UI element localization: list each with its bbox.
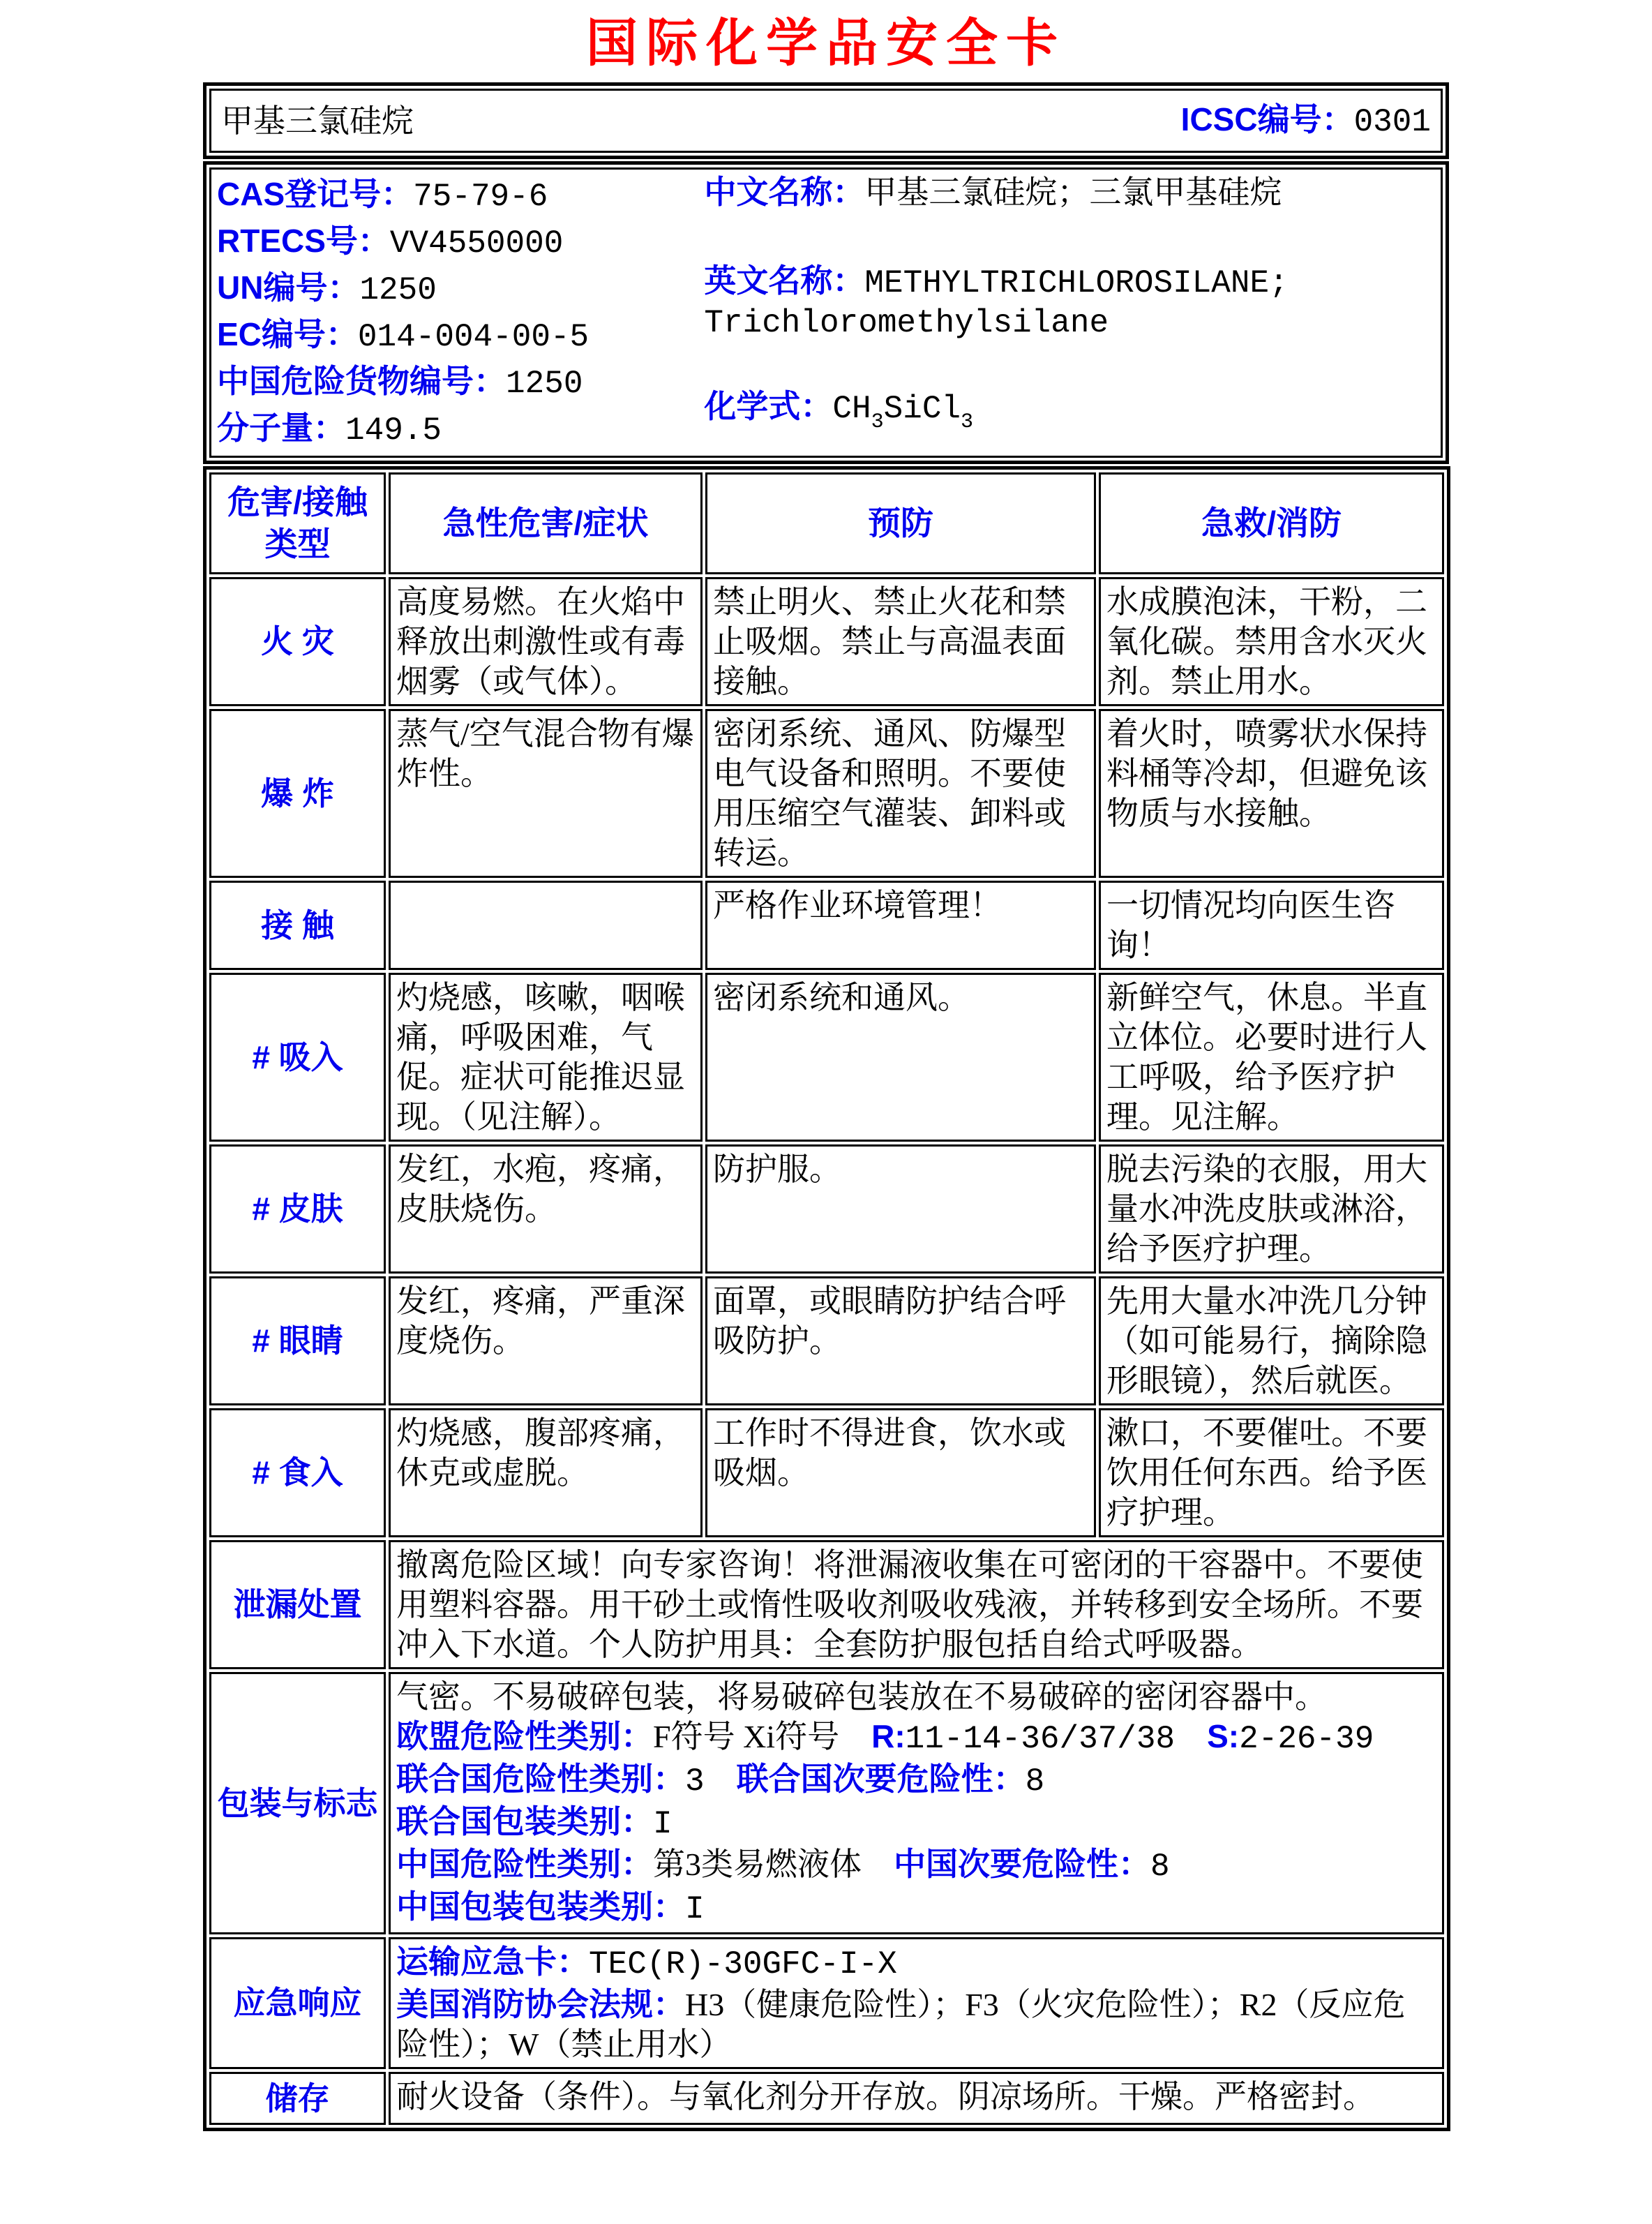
emergency-line-nfpa <box>396 1985 1436 2064</box>
cell-emergency-text <box>389 1937 1444 2069</box>
english-name-value-line1: METHYLTRICHLOROSILANE; <box>864 265 1289 301</box>
icsc-card <box>203 82 1449 2131</box>
cn-subsidiary-risk-label: 中国次要危险性： <box>894 1846 1150 1882</box>
identification-cell <box>209 167 1443 458</box>
name-cell <box>209 89 1443 153</box>
header-first-aid-label: 急救/消防 <box>1201 505 1342 542</box>
cell-symptoms: 灼烧感，咳嗽，咽喉痛，呼吸困难，气促。症状可能推迟显现。（见注解）。 <box>389 973 703 1142</box>
identification-table <box>203 161 1449 464</box>
icsc-number-value: 0301 <box>1353 103 1431 140</box>
english-name-row <box>704 261 1435 343</box>
header-type-line1: 危害/接触 <box>227 484 368 521</box>
cell-first-aid: 新鲜空气，休息。半直立体位。必要时进行人工呼吸，给予医疗护理。见注解。 <box>1099 973 1444 1142</box>
row-exposure <box>209 881 1444 970</box>
cell-type <box>209 577 386 706</box>
cn-pack-group-value: I <box>685 1891 705 1927</box>
table-row <box>209 89 1443 153</box>
icsc-number-label: ICSC编号： <box>1180 100 1354 137</box>
row-type-label: 接 触 <box>261 906 334 943</box>
chinese-name-row <box>704 172 1435 212</box>
china-dg-number-value: 1250 <box>506 366 583 402</box>
ec-number-value: 014-004-00-5 <box>357 319 590 355</box>
r-phrases-label: R: <box>871 1718 906 1754</box>
rtecs-number-row <box>217 219 704 266</box>
header-symptoms-label: 急性危害/症状 <box>442 505 649 542</box>
row-ingestion <box>209 1408 1444 1537</box>
row-emergency-response <box>209 1937 1444 2069</box>
cn-subsidiary-risk-value: 8 <box>1150 1849 1170 1885</box>
cell-symptoms <box>389 881 703 970</box>
cell-prevention: 禁止明火、禁止火花和禁止吸烟。禁止与高温表面接触。 <box>705 577 1096 706</box>
cell-symptoms: 蒸气/空气混合物有爆炸性。 <box>389 709 703 878</box>
hazard-table <box>203 466 1450 2131</box>
english-name-value-line2: Trichloromethylsilane <box>704 305 1109 341</box>
cell-spill-text: 撤离危险区域！向专家咨询！将泄漏液收集在可密闭的干容器中。不要使用塑料容器。用干砂土或惰性吸收剂吸收残液，并转移到安全场所。不要冲入下水道。个人防护用具：全套防护服包括自给式呼吸器。 <box>389 1540 1444 1669</box>
cell-symptoms: 发红，水疱，疼痛，皮肤烧伤。 <box>389 1144 703 1274</box>
cell-first-aid: 一切情况均向医生咨询！ <box>1099 881 1444 970</box>
un-number-row <box>217 266 704 313</box>
un-hazard-class-value: 3 <box>685 1763 705 1800</box>
row-type-label: 应急响应 <box>233 1985 362 2021</box>
header-cell-symptoms <box>389 472 703 574</box>
cell-type <box>209 881 386 970</box>
un-pack-group-value: I <box>653 1806 673 1842</box>
packaging-line-general: 气密。不易破碎包装，将易破碎包装放在不易破碎的密闭容器中。 <box>396 1679 1327 1715</box>
header-cell-first-aid <box>1099 472 1444 574</box>
cell-type <box>209 1408 386 1537</box>
row-eyes <box>209 1276 1444 1405</box>
cell-first-aid: 水成膜泡沫，干粉，二氧化碳。禁用含水灭火剂。禁止用水。 <box>1099 577 1444 706</box>
chemical-formula-value: $CH_3SiCl_3$ <box>832 391 974 434</box>
cell-symptoms: 灼烧感，腹部疼痛，休克或虚脱。 <box>389 1408 703 1537</box>
cell-type <box>209 1276 386 1405</box>
header-type-line2: 类型 <box>264 525 331 562</box>
un-hazard-class-label: 联合国危险性类别： <box>396 1761 685 1797</box>
cell-storage-text: 耐火设备（条件）。与氧化剂分开存放。阴凉场所。干燥。严格密封。 <box>389 2072 1444 2125</box>
eu-hazard-class-label: 欧盟危险性类别： <box>396 1718 653 1754</box>
transport-emergency-card-value: TEC(R)-30GFC-I-X <box>589 1946 897 1983</box>
cell-first-aid: 脱去污染的衣服，用大量水冲洗皮肤或淋浴，给予医疗护理。 <box>1099 1144 1444 1274</box>
cell-type <box>209 1672 386 1934</box>
row-type-label: 爆 炸 <box>261 775 334 812</box>
cell-first-aid: 着火时，喷雾状水保持料桶等冷却，但避免该物质与水接触。 <box>1099 709 1444 878</box>
name-table <box>203 82 1449 159</box>
hazard-table-header-row <box>209 472 1444 574</box>
row-storage <box>209 2072 1444 2125</box>
nfpa-code-value: H3（健康危险性）；F3（火灾危险性）；R2（反应危险性）；W（禁止用水） <box>396 1987 1406 2062</box>
cell-packaging-text <box>389 1672 1444 1934</box>
row-inhalation <box>209 973 1444 1142</box>
rtecs-number-label: RTECS号： <box>217 223 390 259</box>
molecular-weight-value: 149.5 <box>345 412 442 449</box>
row-type-label: 包装与标志 <box>217 1784 378 1821</box>
cell-type <box>209 2072 386 2125</box>
row-spill-disposal <box>209 1540 1444 1669</box>
row-type-label: # 食入 <box>252 1454 343 1491</box>
header-cell-prevention <box>705 472 1096 574</box>
chemical-name: 甲基三氯硅烷 <box>221 103 414 139</box>
cn-pack-group-label: 中国包装包装类别： <box>396 1888 685 1925</box>
cell-prevention: 严格作业环境管理！ <box>705 881 1096 970</box>
english-name-label: 英文名称： <box>704 262 865 299</box>
cell-first-aid: 漱口，不要催吐。不要饮用任何东西。给予医疗护理。 <box>1099 1408 1444 1537</box>
un-subsidiary-risk-label: 联合国次要危险性： <box>736 1761 1026 1797</box>
chinese-name-value: 甲基三氯硅烷；三氯甲基硅烷 <box>864 174 1282 210</box>
row-explosion <box>209 709 1444 878</box>
cell-type <box>209 709 386 878</box>
row-type-label: 储存 <box>265 2080 330 2117</box>
cas-number-value: 75-79-6 <box>413 179 548 215</box>
cell-symptoms: 发红，疼痛，严重深度烧伤。 <box>389 1276 703 1405</box>
un-subsidiary-risk-value: 8 <box>1025 1763 1045 1800</box>
cell-first-aid: 先用大量水冲洗几分钟（如可能易行，摘除隐形眼镜），然后就医。 <box>1099 1276 1444 1405</box>
molecular-weight-label: 分子量： <box>217 410 345 446</box>
row-type-label: 火 灾 <box>261 623 334 659</box>
emergency-line-tec <box>396 1942 1436 1985</box>
ec-number-row <box>217 313 704 359</box>
name-formula-column <box>704 172 1435 453</box>
packaging-line-cn-class <box>396 1844 1436 1887</box>
chemical-formula-label: 化学式： <box>704 388 833 424</box>
cell-type <box>209 1540 386 1669</box>
packaging-line-un-pack <box>396 1802 1436 1844</box>
un-number-label: UN编号： <box>217 269 360 306</box>
cn-hazard-class-label: 中国危险性类别： <box>396 1846 653 1882</box>
row-type-label: 泄漏处置 <box>233 1586 362 1622</box>
cell-type <box>209 973 386 1142</box>
cell-symptoms: 高度易燃。在火焰中释放出刺激性或有毒烟雾（或气体）。 <box>389 577 703 706</box>
cas-number-label: CAS登记号： <box>217 176 414 212</box>
page-title: 国际化学品安全卡 <box>586 14 1066 72</box>
packaging-line-cn-pack <box>396 1887 1436 1930</box>
cell-prevention: 工作时不得进食，饮水或吸烟。 <box>705 1408 1096 1537</box>
cell-type <box>209 1937 386 2069</box>
s-phrases-value: 2-26-39 <box>1239 1721 1374 1757</box>
row-type-label: # 皮肤 <box>252 1191 343 1227</box>
r-phrases-value: 11-14-36/37/38 <box>905 1721 1176 1757</box>
un-number-value: 1250 <box>359 272 437 308</box>
un-pack-group-label: 联合国包装类别： <box>396 1803 653 1839</box>
eu-hazard-class-value: F符号 Xi符号 <box>653 1719 840 1754</box>
cn-hazard-class-value: 第3类易燃液体 <box>653 1846 862 1882</box>
identifier-list <box>217 172 704 453</box>
icsc-number-group <box>1181 100 1431 142</box>
row-type-label: # 眼睛 <box>252 1322 343 1359</box>
packaging-line-un-class <box>396 1759 1436 1802</box>
row-skin <box>209 1144 1444 1274</box>
china-dg-number-row <box>217 359 704 406</box>
packaging-line-eu <box>396 1717 1436 1759</box>
ec-number-label: EC编号： <box>217 316 358 352</box>
cell-type <box>209 1144 386 1274</box>
china-dg-number-label: 中国危险货物编号： <box>217 363 506 399</box>
row-type-label: # 吸入 <box>252 1038 343 1075</box>
cell-prevention: 面罩，或眼睛防护结合呼吸防护。 <box>705 1276 1096 1405</box>
s-phrases-label: S: <box>1207 1718 1240 1754</box>
chemical-formula-row <box>704 387 1435 434</box>
cell-prevention: 防护服。 <box>705 1144 1096 1274</box>
chinese-name-label: 中文名称： <box>704 174 865 210</box>
molecular-weight-row <box>217 406 704 453</box>
cas-number-row <box>217 172 704 219</box>
cell-prevention: 密闭系统、通风、防爆型电气设备和照明。不要使用压缩空气灌装、卸料或转运。 <box>705 709 1096 878</box>
rtecs-number-value: VV4550000 <box>389 225 564 262</box>
row-fire <box>209 577 1444 706</box>
transport-emergency-card-label: 运输应急卡： <box>396 1943 589 1980</box>
table-row <box>209 167 1443 458</box>
header-prevention-label: 预防 <box>868 505 933 542</box>
row-packaging-labelling <box>209 1672 1444 1934</box>
nfpa-code-label: 美国消防协会法规： <box>396 1986 685 2022</box>
header-cell-type <box>209 472 386 574</box>
cell-prevention: 密闭系统和通风。 <box>705 973 1096 1142</box>
